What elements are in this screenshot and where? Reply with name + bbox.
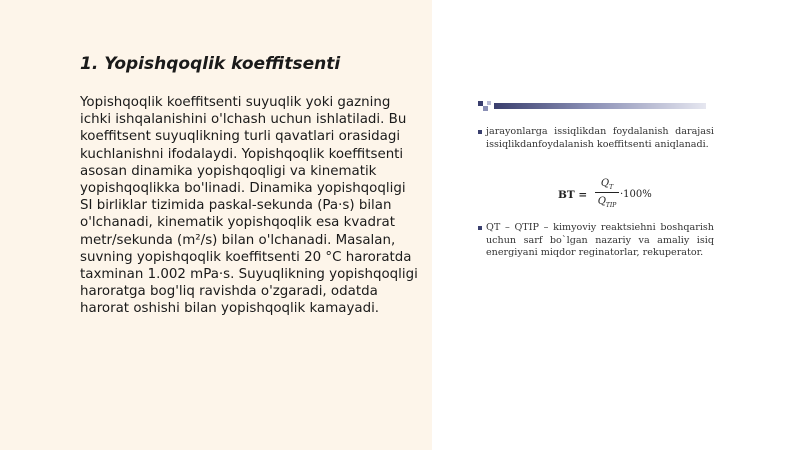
fraction-line	[595, 192, 619, 193]
decorative-squares-icon	[478, 101, 492, 111]
formula-denominator: $Q_{TIP}$	[597, 196, 617, 209]
formula-fraction	[595, 177, 619, 209]
formula-rhs: ·100%	[620, 189, 652, 200]
image-bullet-1-text: jarayonlarga issiqlikdan foydalanish darajasi issiqlikdanfoydalanish koeffitsenti aniqlanadi.	[486, 126, 714, 150]
image-bullet-1	[486, 126, 714, 151]
image-bullet-2	[486, 222, 714, 260]
gradient-divider	[494, 103, 706, 109]
formula	[558, 177, 668, 217]
slide-title: 1. Yopishqoqlik koeffitsenti	[80, 54, 341, 74]
slide-body-text: Yopishqoqlik koeffitsenti suyuqlik yoki gazning ichki ishqalanishini o'lchash uchun ishlatiladi. Bu koeffitsent suyuqlikning turli qavatlari orasidagi kuchlanishni ifodalaydi. Yopishqoqlik koeffitsenti asosan dinamika yopishqoqligi va kinematik yopishqoqlikka bo'linadi. Dinamika yopishqoqligi SI birliklar tizimida paskal-sekunda (Pa·s) bilan o'lchanadi, kinematik yopishqoqlik esa kvadrat metr/sekunda (m²/s) bilan o'lchanadi. Masalan, suvning yopishqoqlik koeffitsenti 20 °C haroratda taxminan 1.002 mPa·s. Suyuqlikning yopishqoqligi haroratga bog'liq ravishda o'zgaradi, odatda harorat oshishi bilan yopishqoqlik kamayadi.	[80, 95, 418, 317]
square-bullet-icon	[478, 226, 482, 230]
image-bullet-2-text: QT – QTIP – kimyoviy reaktsiehni boshqarish uchun sarf bo`lgan nazariy va amaliy isiq energiyani miqdor reginatorlar, rekuperator.	[486, 222, 714, 259]
square-bullet-icon	[478, 130, 482, 134]
formula-lhs: BT =	[558, 189, 588, 201]
formula-numerator: $Q_T$	[600, 178, 614, 191]
decorative-header-bar	[478, 101, 706, 111]
